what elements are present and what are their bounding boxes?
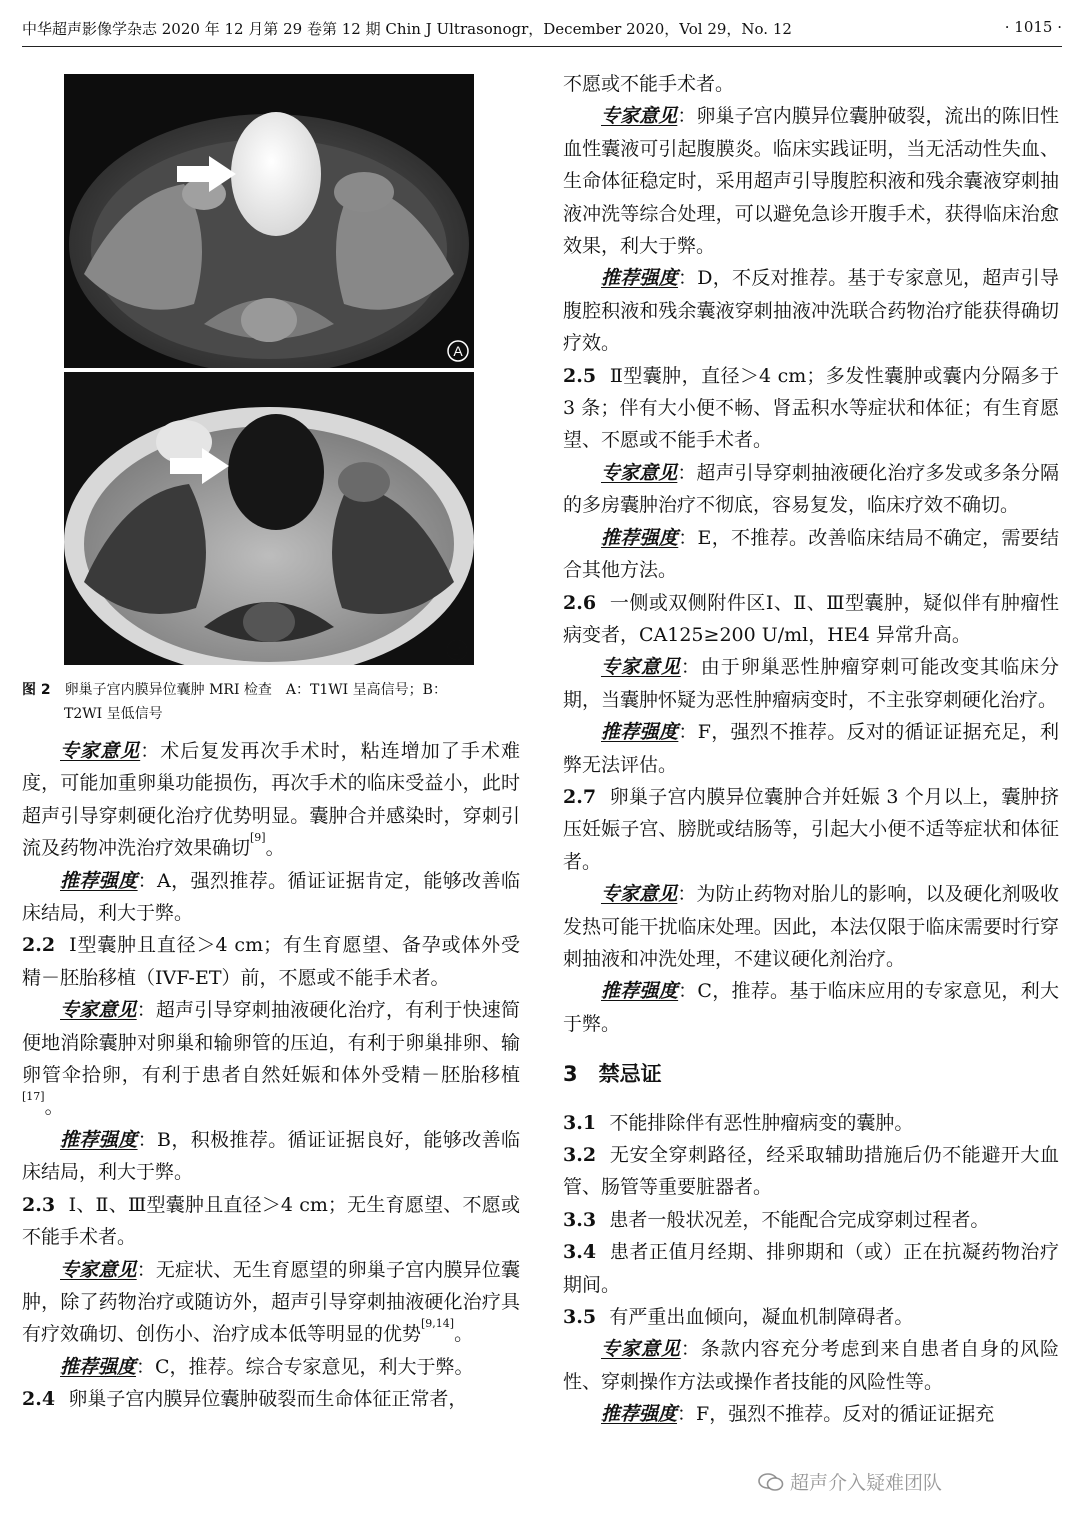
paragraph-text: ：条款内容充分考虑到来自患者自身的风险性、穿刺操作方法或操作者技能的风险性等。	[563, 1338, 1059, 1393]
item-text: 卵巢子宫内膜异位囊肿合并妊娠 3 个月以上，囊肿挤压妊娠子宫、膀胱或结肠等，引起大小便不适等症状和体征者。	[563, 785, 1059, 873]
caption-line1: 卵巢子宫内膜异位囊肿 MRI 检查 A：T1WI 呈高信号；B：	[64, 682, 447, 698]
panel-b-letter: B	[452, 642, 462, 658]
item-number: 3.1	[563, 1111, 597, 1134]
paragraph-text: ：C，推荐。综合专家意见，利大于弊。	[136, 1355, 474, 1378]
item-text: Ⅰ型囊肿且直径＞4 cm；有生育愿望、备孕或体外受精－胚胎移植（IVF-ET）前，不愿或不能手术者。	[22, 934, 520, 989]
labeled-paragraph	[563, 975, 1059, 1040]
numbered-item	[563, 781, 1059, 878]
item-number: 3.4	[563, 1241, 597, 1264]
page-number: · 1015 ·	[1004, 18, 1062, 36]
paragraph-label: 专家意见	[601, 105, 678, 128]
item-number: 2.3	[22, 1193, 56, 1216]
running-header	[22, 14, 1062, 47]
paragraph-label: 推荐强度	[601, 526, 679, 549]
right-column	[563, 68, 1059, 1431]
item-number: 2.7	[563, 785, 597, 808]
caption-line2: T2WI 呈低信号	[64, 706, 163, 722]
item-text: Ⅱ型囊肿，直径＞4 cm；多发性囊肿或囊内分隔多于 3 条；伴有大小便不畅、肾盂积水等症状和体征；有生育愿望、不愿或不能手术者。	[563, 364, 1059, 452]
item-text: 有严重出血倾向，凝血机制障碍者。	[609, 1306, 914, 1329]
paragraph-label: 推荐强度	[60, 869, 138, 892]
labeled-paragraph	[563, 262, 1059, 359]
item-number: 3.2	[563, 1144, 597, 1166]
item-number: 2.4	[22, 1388, 56, 1411]
labeled-paragraph	[22, 994, 520, 1124]
figure-panel-b	[64, 372, 474, 665]
labeled-paragraph	[22, 1254, 520, 1351]
left-column	[22, 735, 520, 1416]
numbered-item	[563, 1107, 1059, 1139]
item-text: 卵巢子宫内膜异位囊肿破裂而生命体征正常者，	[68, 1388, 468, 1411]
numbered-item	[563, 587, 1059, 652]
paragraph-label: 专家意见	[601, 1338, 681, 1361]
labeled-paragraph	[563, 1333, 1059, 1398]
wechat-icon	[758, 1472, 784, 1492]
paragraph-label: 专家意见	[60, 999, 137, 1022]
paragraph-text: ：F，强烈不推荐。反对的循证证据充足，利弊无法评估。	[563, 721, 1059, 776]
numbered-item	[22, 1383, 520, 1415]
paragraph-label: 推荐强度	[60, 1355, 137, 1378]
citation-ref: [9,14]	[421, 1317, 455, 1331]
paragraph-label: 专家意见	[601, 656, 681, 679]
item-number: 2.5	[563, 364, 597, 387]
numbered-item	[563, 1139, 1059, 1204]
caption-number: 图 2	[22, 682, 51, 698]
labeled-paragraph	[563, 651, 1059, 716]
item-text: 一侧或双侧附件区Ⅰ、Ⅱ、Ⅲ型囊肿，疑似伴有肿瘤性病变者，CA125≥200 U/ml，HE4 异常升高。	[563, 591, 1059, 646]
paragraph-text: ：A，强烈推荐。循证证据肯定，能够改善临床结局，利大于弊。	[22, 869, 520, 925]
paragraph-text: ：F，强烈不推荐。反对的循证证据充	[677, 1403, 995, 1426]
numbered-item	[22, 1189, 520, 1254]
numbered-item	[22, 929, 520, 994]
paragraph-text: ：卵巢子宫内膜异位囊肿破裂，流出的陈旧性血性囊液可引起腹膜炎。临床实践证明，当无活动性失血、生命体征稳定时，采用超声引导腹腔积液和残余囊液穿刺抽液冲洗等综合处理，可以避免急诊开腹手术，获得临床治愈效果，利大于弊。	[563, 105, 1059, 258]
watermark	[758, 1468, 942, 1495]
paragraph-text: ：D，不反对推荐。基于专家意见，超声引导腹腔积液和残余囊液穿刺抽液冲洗联合药物治疗能获得确切疗效。	[563, 267, 1059, 355]
paragraph-text: ：无症状、无生育愿望的卵巢子宫内膜异位囊肿，除了药物治疗或随访外，超声引导穿刺抽液硬化治疗具有疗效确切、创伤小、治疗成本低等明显的优势	[22, 1258, 520, 1346]
labeled-paragraph	[563, 1398, 1059, 1430]
citation-ref: [9]	[250, 831, 266, 845]
labeled-paragraph	[563, 878, 1059, 975]
numbered-item	[563, 1204, 1059, 1236]
figure-panel-a	[64, 74, 474, 368]
journal-citation: 中华超声影像学杂志 2020 年 12 月第 29 卷第 12 期 Chin J Ultrasonogr，December 2020，Vol 29，No. 12	[22, 20, 792, 38]
figure-caption	[22, 678, 532, 726]
paragraph-text: ：超声引导穿刺抽液硬化治疗多发或多条分隔的多房囊肿治疗不彻底，容易复发，临床疗效不确切。	[563, 461, 1059, 517]
labeled-paragraph	[22, 865, 520, 930]
item-number: 2.2	[22, 934, 56, 957]
citation-ref: [17]	[22, 1090, 45, 1104]
labeled-paragraph	[563, 522, 1059, 587]
paragraph-label: 专家意见	[601, 461, 678, 484]
labeled-paragraph	[22, 1351, 520, 1383]
paragraph-label: 推荐强度	[60, 1128, 138, 1151]
item-text: 患者一般状况差，不能配合完成穿刺过程者。	[609, 1208, 990, 1231]
paragraph-label: 专家意见	[601, 883, 678, 906]
section-heading: 3 禁忌证	[563, 1062, 662, 1087]
paragraph-tail: 。	[44, 1096, 64, 1119]
labeled-paragraph	[563, 457, 1059, 522]
numbered-item	[563, 1301, 1059, 1333]
numbered-item	[563, 1236, 1059, 1301]
paragraph-text: ：由于卵巢恶性肿瘤穿刺可能改变其临床分期，当囊肿怀疑为恶性肿瘤病变时，不主张穿刺硬化治疗。	[563, 656, 1059, 711]
numbered-item	[563, 360, 1059, 457]
paragraph-label: 推荐强度	[601, 980, 679, 1003]
panel-a-letter: A	[453, 343, 463, 359]
item-text: 患者正值月经期、排卵期和（或）正在抗凝药物治疗期间。	[563, 1241, 1059, 1296]
paragraph-label: 推荐强度	[601, 1403, 678, 1426]
item-number: 3.3	[563, 1208, 597, 1231]
labeled-paragraph	[563, 100, 1059, 262]
paragraph-text: ：C，推荐。基于临床应用的专家意见，利大于弊。	[563, 980, 1059, 1035]
continuation-text: 不愿或不能手术者。	[563, 73, 735, 95]
paragraph-tail: 。	[454, 1323, 474, 1346]
labeled-paragraph	[563, 716, 1059, 781]
paragraph-tail: 。	[265, 837, 285, 860]
paragraph-text: ：B，积极推荐。循证证据良好，能够改善临床结局，利大于弊。	[22, 1128, 520, 1184]
labeled-paragraph	[22, 1124, 520, 1189]
paragraph-text: ：E，不推荐。改善临床结局不确定，需要结合其他方法。	[563, 526, 1059, 582]
labeled-paragraph	[22, 735, 520, 865]
watermark-text: 超声介入疑难团队	[790, 1472, 943, 1494]
paragraph-text: ：为防止药物对胎儿的影响，以及硬化剂吸收发热可能干扰临床处理。因此，本法仅限于临床需要时行穿刺抽液和冲洗处理，不建议硬化剂治疗。	[563, 883, 1059, 970]
paragraph-label: 推荐强度	[601, 267, 678, 290]
item-text: Ⅰ、Ⅱ、Ⅲ型囊肿且直径＞4 cm；无生育愿望、不愿或不能手术者。	[22, 1193, 520, 1249]
paragraph-text: ：超声引导穿刺抽液硬化治疗，有利于快速简便地消除囊肿对卵巢和输卵管的压迫，有利于卵巢排卵、输卵管伞拾卵，有利于患者自然妊娠和体外受精－胚胎移植	[22, 999, 520, 1087]
item-number: 2.6	[563, 591, 597, 614]
paragraph-label: 推荐强度	[601, 721, 679, 744]
paragraph-label: 专家意见	[60, 740, 141, 762]
paragraph-text: ：术后复发再次手术时，粘连增加了手术难度，可能加重卵巢功能损伤，再次手术的临床受益小，此时超声引导穿刺硬化治疗优势明显。囊肿合并感染时，穿刺引流及药物冲洗治疗效果确切	[22, 740, 520, 860]
paragraph-label: 专家意见	[60, 1258, 137, 1281]
item-number: 3.5	[563, 1306, 597, 1329]
item-text: 无安全穿刺路径，经采取辅助措施后仍不能避开大血管、肠管等重要脏器者。	[563, 1144, 1059, 1199]
item-text: 不能排除伴有恶性肿瘤病变的囊肿。	[609, 1111, 914, 1134]
